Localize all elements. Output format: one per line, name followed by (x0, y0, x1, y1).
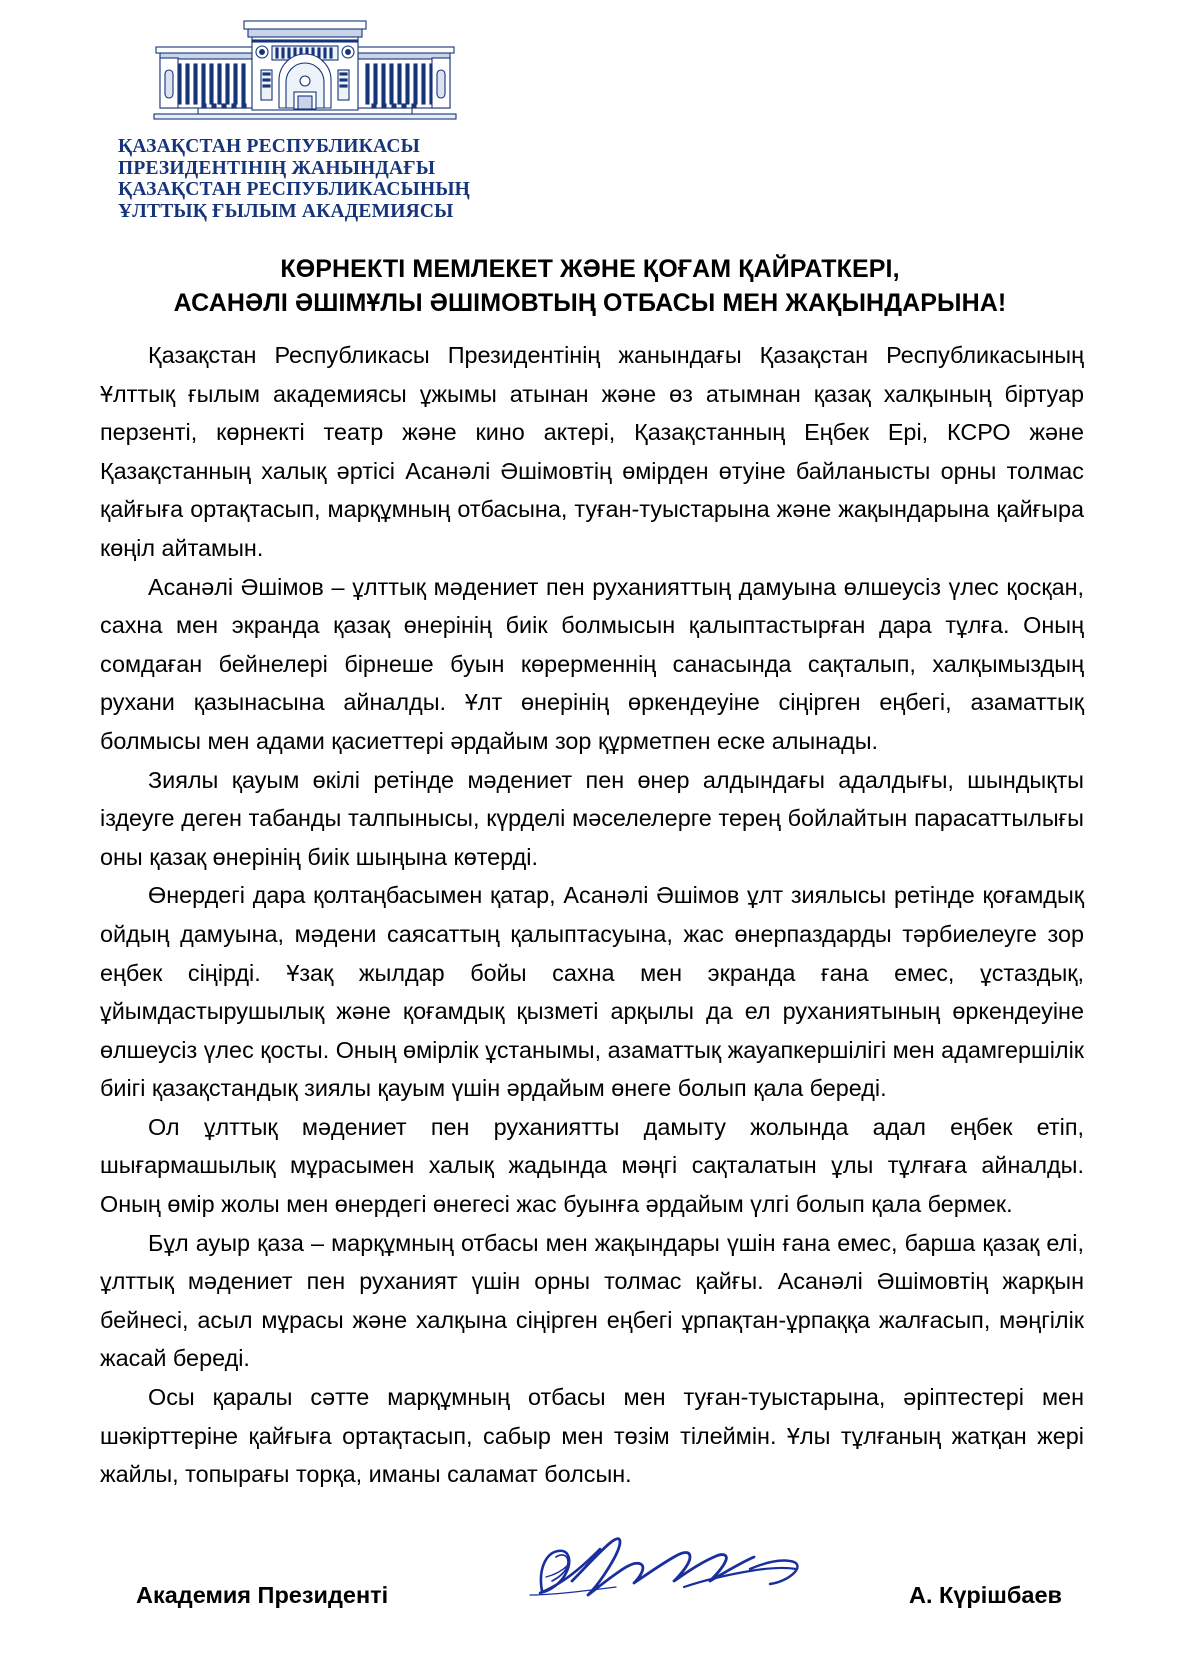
signatory-title: Академия Президенті (136, 1582, 389, 1608)
org-line-2: ПРЕЗИДЕНТІНІҢ ЖАНЫНДАҒЫ (118, 157, 436, 179)
body-paragraph: Өнердегі дара қолтаңбасымен қатар, Асанәлі Әшімов ұлт зиялысы ретінде қоғамдық ойдың дамуына, мәдени саясаттың қалыптасуына, жас өнерпаздарды тәрбиелеуге зор еңбек сіңірді. Ұзақ жылдар бойы сахна мен экранда ғана емес, ұстаздық, ұйымдастырушылық және қоғамдық қызметі арқылы да ел руханиятының өркендеуіне өлшеусіз үлес қосты. Оның өмірлік ұстанымы, азаматтық жауапкершілігі мен адамгершілік биігі қазақстандық зиялы қауым үшін әрдайым өнеге болып қала береді. (100, 882, 1085, 1102)
signature-block (100, 1529, 1084, 1609)
body-paragraph: Ол ұлттық мәдениет пен руханиятты дамыту жолында адал еңбек етіп, шығармашылық мұрасымен халық жадында мәңгі сақталатын ұлы тұлғаға айналды. Оның өмір жолы мен өнердегі өнегесі жас буынға әрдайым үлгі болып қала бермек. (100, 1113, 1084, 1218)
body-paragraph: Зиялы қауым өкілі ретінде мәдениет пен өнер алдындағы адалдығы, шындықты іздеуге деген табанды талпынысы, күрделі мәселелерге терең бойлайтын парасаттылығы оны қазақ өнерінің биік шыңына көтерді. (100, 766, 1084, 870)
organization-name (118, 136, 678, 222)
signatory-name: А. Күрішбаев (908, 1582, 1062, 1608)
body-paragraph: Қазақстан Республикасы Президентінің жанындағы Қазақстан Республикасының Ұлттық ғылым академиясы ұжымы атынан және өз атымнан қазақ халқының біртуар перзенті, көрнекті театр және кино актері, Қазақстанның Еңбек Ері, КСРО және Қазақстанның халық әртісі Асанәлі Әшімовтің өмірден өтуіне байланысты орны толмас қайғыға ортақтасып, марқұмның отбасына, туған-туыстарына және жақындарына қайғыра көңіл айтамын. (100, 342, 1084, 561)
handwritten-signature-icon (434, 1529, 864, 1615)
org-line-1: ҚАЗАҚСТАН РЕСПУБЛИКАСЫ (118, 136, 420, 157)
body-paragraph: Асанәлі Әшімов – ұлттық мәдениет пен руханияттың дамуына өлшеусіз үлес қосқан, сахна мен экранда қазақ өнерінің биік болмысын қалыптастырған дара тұлға. Оның сомдаған бейнелері бірнеше буын көрерменнің санасында сақталып, халқымыздың рухани қазынасына айналды. Ұлт өнерінің өркендеуіне сіңірген еңбегі, азаматтық болмысы мен адами қасиеттері әрдайым зор құрметпен еске алынады. (100, 573, 1084, 754)
body-paragraph: Бұл ауыр қаза – марқұмның отбасы мен жақындары үшін ғана емес, барша қазақ елі, ұлттық мәдениет пен руханият үшін орны толмас қайғы. Асанәлі Әшімовтің жарқын бейнесі, асыл мұрасы және халқына сіңірген еңбегі ұрпақтан-ұрпаққа жалғасып, мәңгілік жасай береді. (100, 1229, 1084, 1372)
letter-body (0, 336, 1180, 1494)
title-line-2: АСАНӘЛІ ӘШІМҰЛЫ ӘШІМОВТЫҢ ОТБАСЫ МЕН ЖАҚЫНДАРЫНА! (173, 289, 1007, 317)
letterhead (0, 0, 678, 222)
org-line-4: ҰЛТТЫҚ ҒЫЛЫМ АКАДЕМИЯСЫ (118, 200, 454, 222)
body-paragraph: Осы қаралы сәтте марқұмның отбасы мен туған-туыстарына, әріптестері мен шәкірттеріне қайғыға ортақтасып, сабыр мен төзім тілеймін. Ұлы тұлғаның жатқан жері жайлы, топырағы торқа, иманы саламат болсын. (100, 1384, 1084, 1488)
page-title (0, 252, 1180, 320)
org-line-3: ҚАЗАҚСТАН РЕСПУБЛИКАСЫНЫҢ (118, 179, 471, 200)
title-line-1: КӨРНЕКТІ МЕМЛЕКЕТ ЖӘНЕ ҚОҒАМ ҚАЙРАТКЕРІ, (280, 255, 900, 283)
academy-building-emblem-icon (140, 14, 470, 126)
